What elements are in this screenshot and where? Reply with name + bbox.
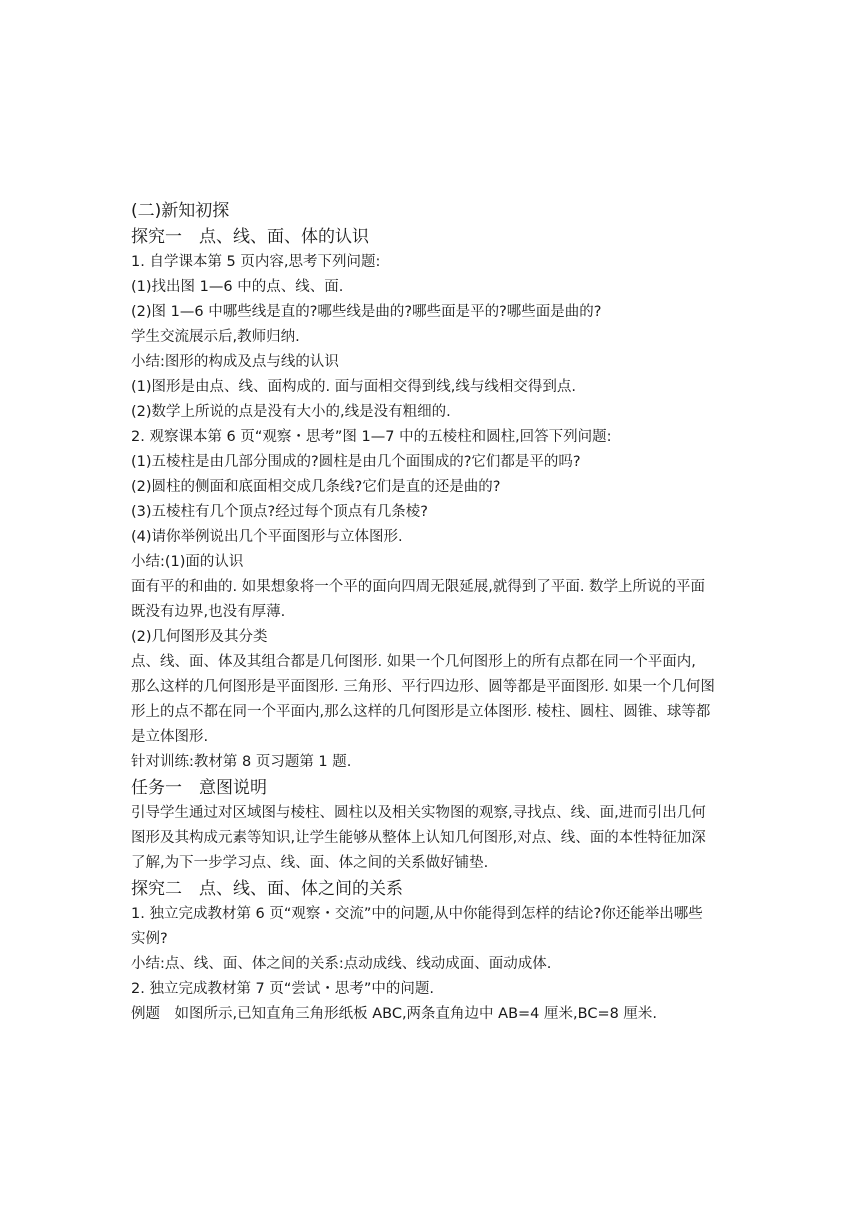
document-body	[131, 198, 731, 1027]
paragraph-line: 例题 如图所示,已知直角三角形纸板 ABC,两条直角边中 AB=4 厘米,BC=8 厘米.	[131, 1006, 658, 1022]
paragraph-line: 小结:(1)面的认识	[131, 554, 244, 570]
paragraph-line: (1)图形是由点、线、面构成的. 面与面相交得到线,线与线相交得到点.	[131, 379, 576, 395]
section-heading: 任务一 意图说明	[131, 778, 267, 798]
paragraph-line: 是立体图形.	[131, 729, 209, 745]
paragraph-line: 那么这样的几何图形是平面图形. 三角形、平行四边形、圆等都是平面图形. 如果一个几何图	[131, 679, 715, 695]
paragraph-line: 了解,为下一步学习点、线、面、体之间的关系做好铺垫.	[131, 855, 489, 871]
paragraph-line: 图形及其构成元素等知识,让学生能够从整体上认知几何图形,对点、线、面的本性特征加深	[131, 830, 706, 846]
paragraph-line: (3)五棱柱有几个顶点?经过每个顶点有几条棱?	[131, 504, 428, 520]
paragraph-line: 面有平的和曲的. 如果想象将一个平的面向四周无限延展,就得到了平面. 数学上所说的平面	[131, 579, 706, 595]
paragraph-line: 小结:点、线、面、体之间的关系:点动成线、线动成面、面动成体.	[131, 956, 552, 972]
paragraph-line: 实例?	[131, 931, 168, 947]
paragraph-line: (1)找出图 1—6 中的点、线、面.	[131, 279, 344, 295]
paragraph-line: 2. 观察课本第 6 页“观察・思考”图 1—7 中的五棱柱和圆柱,回答下列问题:	[131, 429, 612, 445]
paragraph-line: 1. 独立完成教材第 6 页“观察・交流”中的问题,从中你能得到怎样的结论?你还能举出哪些	[131, 906, 703, 922]
paragraph-line: 形上的点不都在同一个平面内,那么这样的几何图形是立体图形. 棱柱、圆柱、圆锥、球等都	[131, 704, 711, 720]
paragraph-line: 2. 独立完成教材第 7 页“尝试・思考”中的问题.	[131, 981, 435, 997]
paragraph-line: 1. 自学课本第 5 页内容,思考下列问题:	[131, 254, 381, 270]
paragraph-line: (4)请你举例说出几个平面图形与立体图形.	[131, 529, 403, 545]
paragraph-line: 点、线、面、体及其组合都是几何图形. 如果一个几何图形上的所有点都在同一个平面内,	[131, 654, 696, 670]
section-heading: (二)新知初探	[131, 201, 230, 221]
paragraph-line: 针对训练:教材第 8 页习题第 1 题.	[131, 754, 352, 770]
paragraph-line: (2)圆柱的侧面和底面相交成几条线?它们是直的还是曲的?	[131, 479, 501, 495]
paragraph-line: 引导学生通过对区域图与棱柱、圆柱以及相关实物图的观察,寻找点、线、面,进而引出几何	[131, 805, 706, 821]
section-heading: 探究一 点、线、面、体的认识	[131, 227, 369, 247]
paragraph-line: (1)五棱柱是由几部分围成的?圆柱是由几个面围成的?它们都是平的吗?	[131, 454, 581, 470]
paragraph-line: (2)图 1—6 中哪些线是直的?哪些线是曲的?哪些面是平的?哪些面是曲的?	[131, 304, 602, 320]
paragraph-line: (2)数学上所说的点是没有大小的,线是没有粗细的.	[131, 404, 451, 420]
paragraph-line: 学生交流展示后,教师归纳.	[131, 329, 300, 345]
paragraph-line: (2)几何图形及其分类	[131, 629, 268, 645]
paragraph-line: 小结:图形的构成及点与线的认识	[131, 354, 339, 370]
paragraph-line: 既没有边界,也没有厚薄.	[131, 604, 286, 620]
section-heading: 探究二 点、线、面、体之间的关系	[131, 879, 403, 899]
